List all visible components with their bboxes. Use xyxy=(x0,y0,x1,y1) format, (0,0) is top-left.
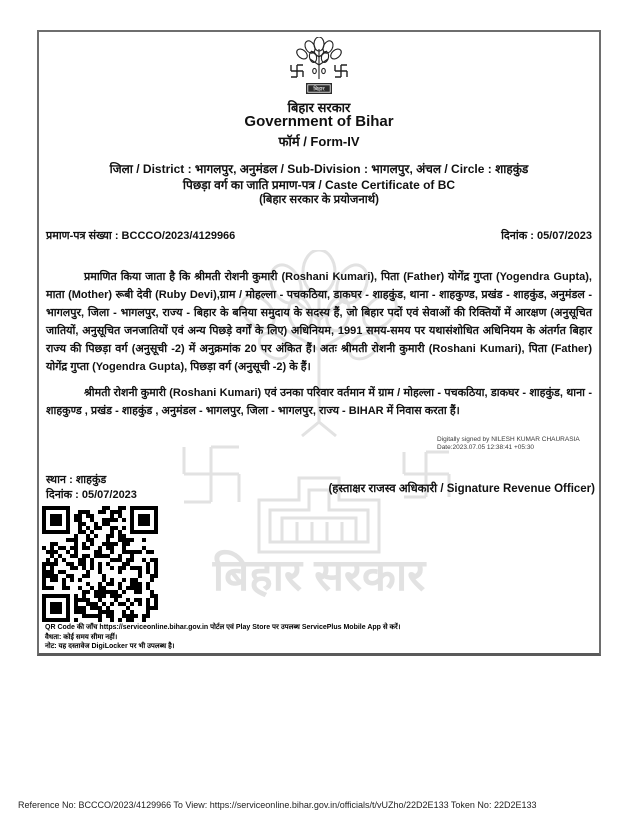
body-paragraph-1: प्रमाणित किया जाता है कि श्रीमती रोशनी कुमारी (Roshani Kumari), पिता (Father) योगेंद्र गुप्ता (Yogendra Gupta), माता (Mother) रूबी देवी (Ruby Devi),ग्राम / मोहल्ला - पचकठिया, डाकघर - शाहकुंड, थाना - शाहकुण्ड, प्रखंड - शाहकुंड, अनुमंडल - भागलपुर, जिला - भागलपुर, राज्य - बिहार के बनिया समुदाय के सदस्य हैं, जो बिहार पदों एवं सेवाओं की रिक्तियों में आरक्षण (अनुसूचित जातियों, अनुसूचित जनजातियों एवं अन्य पिछड़े वर्गों के लिए) अधिनियम, 1991 समय-समय पर यथासंशोधित अधिनियम के अंतर्गत बिहार राज्य की पिछड़ा वर्ग (अनुसूची -2) में अनुक्रमांक 20 पर अंकित हैं। अतः श्रीमती रोशनी कुमारी (Roshani Kumari), पिता (Father) योगेंद्र गुप्ता (Yogendra Gupta), पिछड़ा वर्ग (अनुसूची -2) के हैं। xyxy=(46,271,592,373)
title-hindi: बिहार सरकार xyxy=(287,100,351,115)
footer-note-validity: वैधता: कोई समय सीमा नहीं। xyxy=(45,633,118,641)
certificate-document xyxy=(37,30,601,656)
digital-signature-line2: Date:2023.07.05 12:38:41 +05:30 xyxy=(437,444,535,451)
title-english: Government of Bihar xyxy=(244,113,394,130)
bihar-emblem-icon xyxy=(288,37,350,97)
qr-code xyxy=(42,506,158,622)
reference-line: Reference No: BCCCO/2023/4129966 To View: https://serviceonline.bihar.gov.in/officials/t/vUZho/22D2E133 Token No: 22D2E133 xyxy=(18,800,537,810)
digital-signature-line1: Digitally signed by NILESH KUMAR CHAURASIA xyxy=(437,436,580,443)
issue-date: दिनांक : 05/07/2023 xyxy=(501,230,592,242)
purpose-line: (बिहार सरकार के प्रयोजनार्थ) xyxy=(259,194,379,206)
footer-notes xyxy=(45,623,593,652)
certificate-subheader xyxy=(39,162,599,209)
watermark-text: बिहार सरकार xyxy=(212,551,426,600)
date-line: दिनांक : 05/07/2023 xyxy=(46,488,137,501)
digital-signature-block xyxy=(437,436,597,452)
certificate-meta-row xyxy=(46,228,592,243)
footer-note-digilocker: नोट: यह दस्तावेज DigiLocker पर भी उपलब्ध है। xyxy=(45,643,175,650)
certificate-title-line: पिछड़ा वर्ग का जाति प्रमाण-पत्र / Caste Certificate of BC xyxy=(182,177,456,192)
body-paragraph-2: श्रीमती रोशनी कुमारी (Roshani Kumari) एवं उनका परिवार वर्तमान में ग्राम / मोहल्ला - पचकठिया, डाकघर - शाहकुंड, थाना - शाहकुण्ड , प्रखंड - शाहकुंड , अनुमंडल - भागलपुर, जिला - भागलपुर, राज्य - BIHAR में निवास करता हैं। xyxy=(46,387,592,417)
place-date-block xyxy=(46,473,137,502)
officer-signature-label: (हस्ताक्षर राजस्व अधिकारी / Signature Revenue Officer) xyxy=(328,483,595,495)
place-line: स्थान : शाहकुंड xyxy=(46,474,107,486)
certificate-number: प्रमाण-पत्र संख्या : BCCCO/2023/4129966 xyxy=(46,230,236,242)
district-line: जिला / District : भागलपुर, अनुमंडल / Sub-Division : भागलपुर, अंचल / Circle : शाहकुंड xyxy=(109,162,529,176)
emblem-banner-text: बिहार xyxy=(313,86,325,93)
footer-note-qr: QR Code की जाँच https://serviceonline.bihar.gov.in पोर्टल एवं Play Store पर उपलब्ध ServicePlus Mobile App से करें। xyxy=(45,624,401,631)
form-title: फॉर्म / Form-IV xyxy=(278,134,360,149)
